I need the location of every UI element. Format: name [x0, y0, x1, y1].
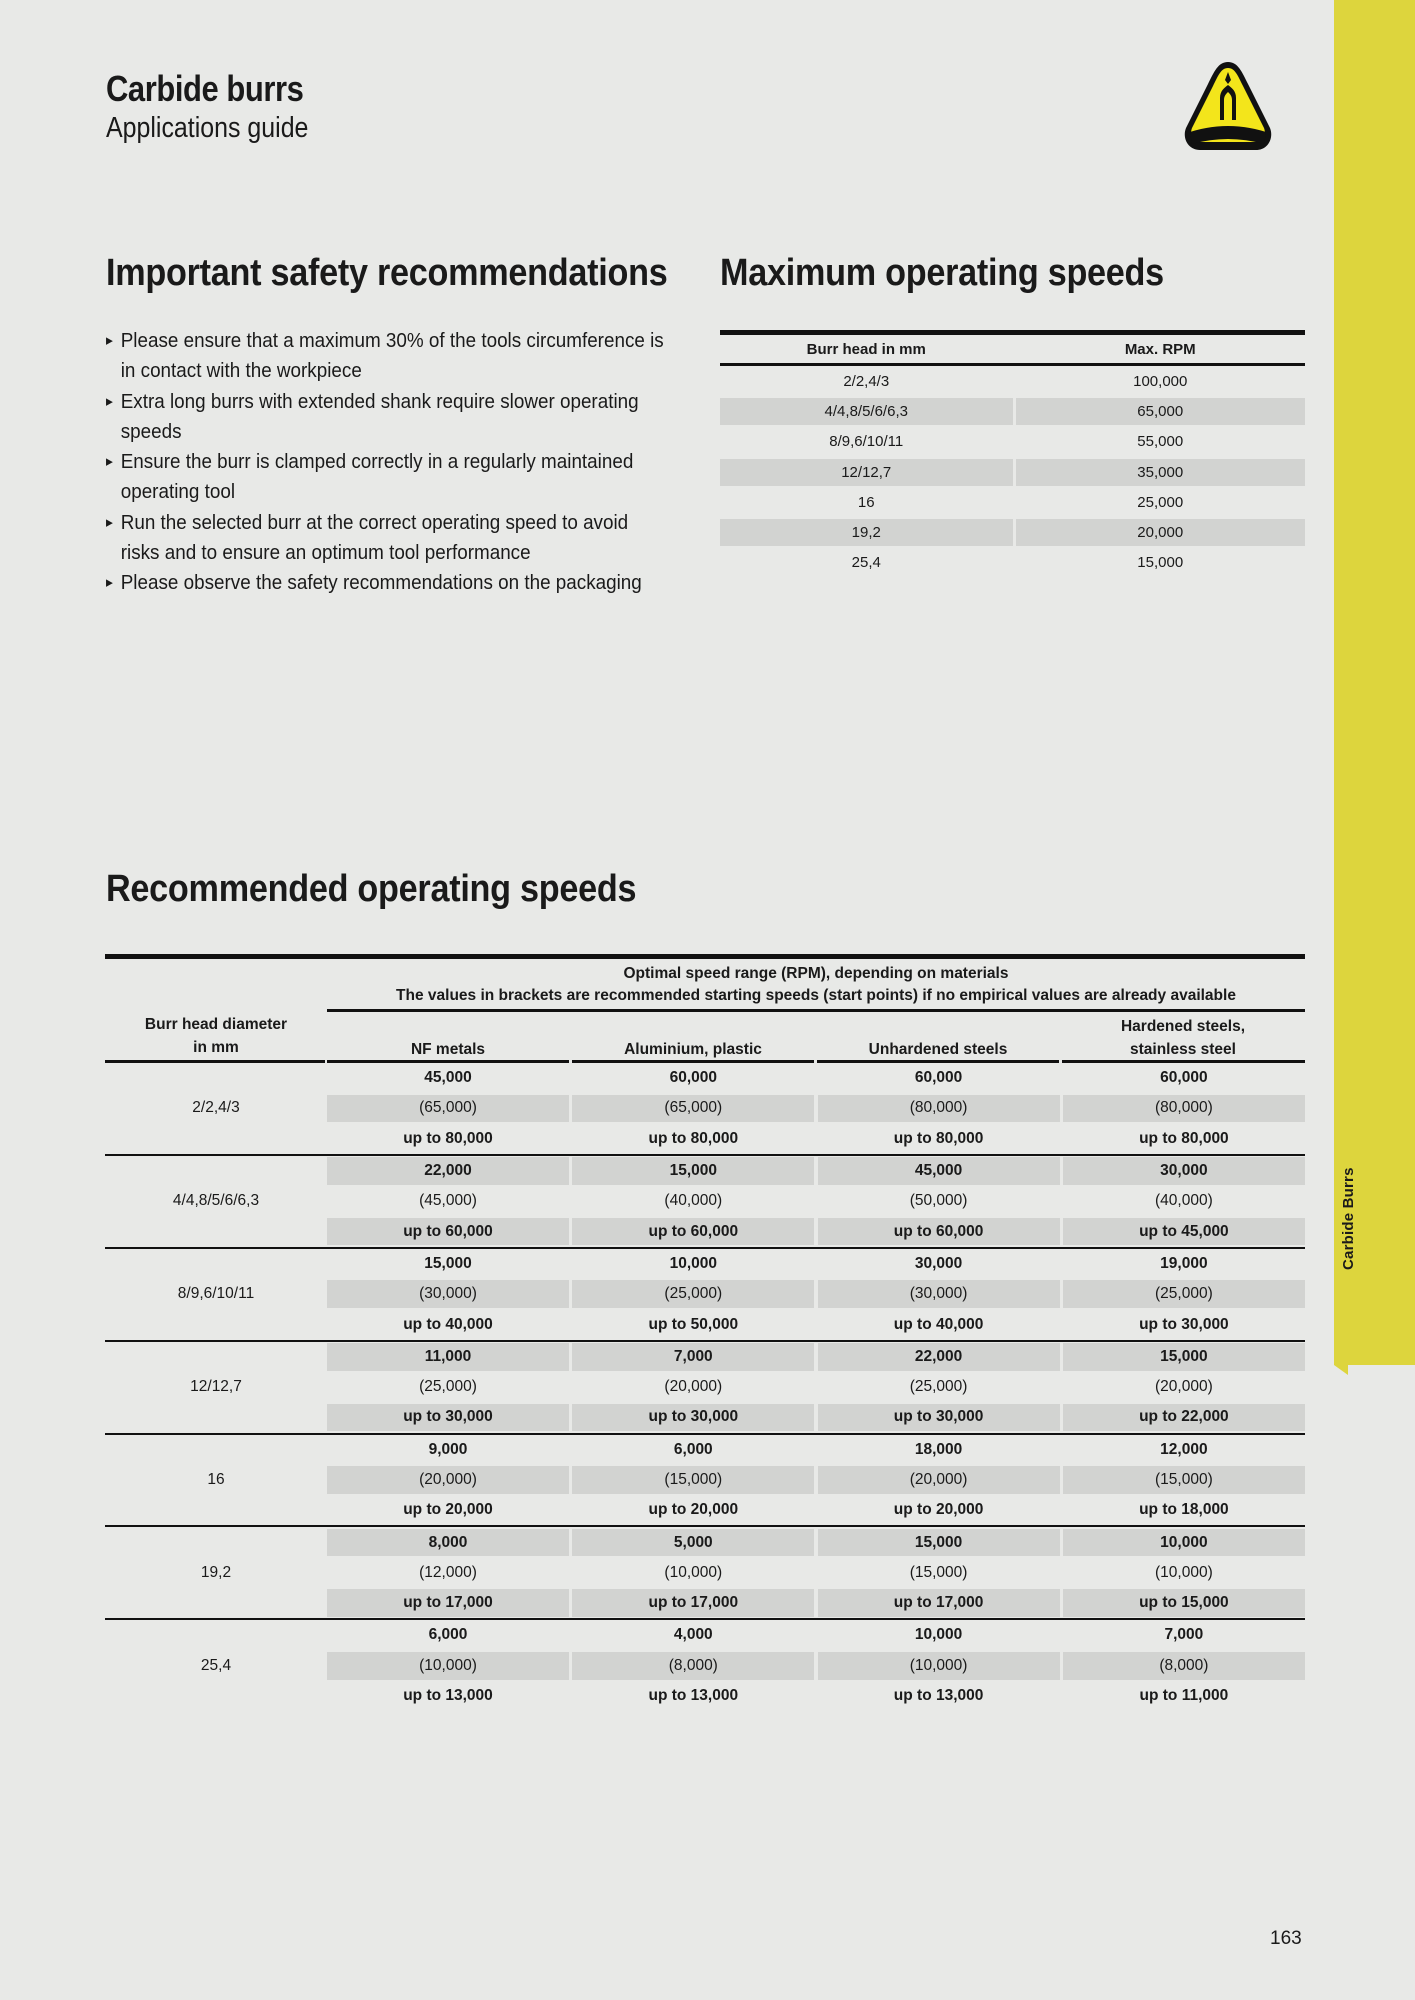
burr-diameter-cell: 12/12,7	[190, 1378, 242, 1396]
safety-title: Important safety recommendations	[106, 252, 668, 294]
table-cell: 6,000	[673, 1440, 713, 1458]
column-header: Aluminium, plastic	[624, 1041, 762, 1058]
table-cell: 8/9,6/10/11	[829, 433, 904, 451]
list-item: ▸ Ensure the burr is clamped correctly in a regularly maintained	[106, 447, 695, 477]
table-cell: 19,2	[720, 519, 1013, 546]
table-row-group	[105, 1154, 1305, 1247]
table-cell: (65,000)	[327, 1095, 569, 1123]
table-cell: (10,000)	[327, 1652, 569, 1680]
burr-head-header: Burr head diameter in mm	[144, 1016, 288, 1056]
table-cell: up to 40,000	[403, 1315, 493, 1333]
table-row	[720, 548, 1305, 578]
table-cell: up to 20,000	[648, 1501, 739, 1519]
max-speeds-title: Maximum operating speeds	[720, 252, 1164, 294]
table-row	[327, 1156, 1305, 1186]
table-row	[327, 1588, 1305, 1618]
list-item: operating tool	[120, 480, 236, 504]
table-cell: 15,000	[424, 1254, 472, 1272]
page-subtitle: Applications guide	[106, 112, 309, 144]
side-tab-label: Carbide Burrs	[1340, 1167, 1357, 1270]
page-title: Carbide burrs	[106, 68, 304, 109]
table-cell: (25,000)	[909, 1378, 968, 1396]
table-row	[327, 1651, 1305, 1681]
list-item: ▸ Please observe the safety recommendations on the packaging	[106, 568, 695, 598]
table-row	[327, 1342, 1305, 1372]
table-row	[327, 1216, 1305, 1246]
table-cell: 60,000	[1160, 1069, 1208, 1087]
table-row	[327, 1465, 1305, 1495]
list-item: ▸ Extra long burrs with extended shank require slower operating	[106, 387, 695, 417]
safety-list	[106, 326, 696, 599]
table-cell: (25,000)	[572, 1280, 814, 1308]
table-row	[327, 1372, 1305, 1402]
table-cell: 16	[857, 493, 875, 511]
table-cell: 60,000	[669, 1069, 717, 1087]
column-header: Hardened steels, stainless steel	[1120, 1018, 1246, 1058]
table-cell: (20,000)	[1155, 1378, 1213, 1396]
table-cell: 5,000	[572, 1529, 814, 1557]
table-cell: up to 20,000	[403, 1501, 493, 1519]
table-cell: 15,000	[818, 1529, 1060, 1557]
table-cell: 25,000	[1137, 493, 1184, 511]
side-tab	[1334, 0, 1415, 1365]
column-header: Unhardened steels	[868, 1041, 1008, 1058]
optimal-range-caption: Optimal speed range (RPM), depending on materials The values in brackets are recommended starting speeds (start points) if no empirical values are already available	[396, 965, 1236, 1004]
table-cell: 60,000	[914, 1069, 963, 1087]
table-cell: up to 13,000	[893, 1687, 984, 1705]
table-cell: up to 30,000	[818, 1404, 1060, 1432]
table-cell: (45,000)	[419, 1192, 477, 1210]
table-cell: (65,000)	[572, 1095, 814, 1123]
table-cell: 12/12,7	[720, 459, 1013, 486]
table-cell: (10,000)	[818, 1652, 1060, 1680]
list-item: in contact with the workpiece	[120, 359, 362, 383]
table-cell: (40,000)	[1155, 1192, 1213, 1210]
table-cell: 45,000	[424, 1069, 472, 1087]
table-cell: (10,000)	[664, 1563, 723, 1581]
table-cell: up to 30,000	[1139, 1315, 1229, 1333]
table-row	[327, 1435, 1305, 1465]
table-header	[105, 959, 1305, 1063]
table-cell: 22,000	[327, 1157, 569, 1185]
table-cell: 7,000	[572, 1343, 814, 1371]
table-row-group	[105, 1340, 1305, 1433]
table-cell: 9,000	[428, 1440, 468, 1458]
list-item: risks and to ensure an optimum tool performance	[120, 541, 531, 565]
table-row	[327, 1620, 1305, 1650]
table-cell: (25,000)	[419, 1378, 477, 1396]
table-cell: 4/4,8/5/6/6,3	[720, 398, 1013, 425]
table-cell: 15,000	[1137, 554, 1184, 572]
list-item: ▸ Please ensure that a maximum 30% of the tools circumference is	[106, 326, 695, 356]
burr-diameter-cell: 2/2,4/3	[192, 1099, 240, 1117]
table-cell: 20,000	[1016, 519, 1306, 546]
column-header: Max. RPM	[1124, 340, 1196, 358]
table-cell: up to 60,000	[327, 1218, 569, 1246]
table-cell: 30,000	[914, 1254, 963, 1272]
table-cell: 10,000	[1063, 1529, 1305, 1557]
table-cell: 22,000	[818, 1343, 1060, 1371]
table-row-group	[105, 1247, 1305, 1340]
table-cell: (8,000)	[1063, 1652, 1305, 1680]
table-row-group	[105, 1063, 1305, 1154]
table-row	[327, 1558, 1305, 1588]
table-header	[720, 335, 1305, 366]
table-cell: 25,4	[851, 554, 881, 572]
table-cell: up to 45,000	[1063, 1218, 1305, 1246]
table-cell: 100,000	[1133, 372, 1188, 390]
table-cell: up to 30,000	[327, 1404, 569, 1432]
table-row	[327, 1402, 1305, 1432]
table-cell: 11,000	[327, 1343, 569, 1371]
column-header: NF metals	[410, 1041, 486, 1058]
table-cell: 15,000	[572, 1157, 814, 1185]
table-cell: (80,000)	[1063, 1095, 1305, 1123]
table-cell: up to 20,000	[893, 1501, 984, 1519]
table-cell: (20,000)	[818, 1466, 1060, 1494]
table-cell: 10,000	[914, 1626, 963, 1644]
table-cell: (25,000)	[1063, 1280, 1305, 1308]
table-cell: up to 13,000	[403, 1687, 493, 1705]
table-row	[327, 1186, 1305, 1216]
table-cell: (12,000)	[419, 1563, 477, 1581]
table-cell: (20,000)	[327, 1466, 569, 1494]
table-cell: 10,000	[669, 1254, 717, 1272]
table-cell: (15,000)	[909, 1563, 968, 1581]
table-cell: up to 30,000	[572, 1404, 814, 1432]
burr-diameter-cell: 8/9,6/10/11	[177, 1285, 255, 1303]
list-item: ▸ Run the selected burr at the correct operating speed to avoid	[106, 508, 695, 538]
table-row	[327, 1495, 1305, 1525]
table-row	[327, 1124, 1305, 1154]
table-row	[327, 1063, 1305, 1093]
table-cell: 12,000	[1160, 1440, 1208, 1458]
table-cell: (80,000)	[818, 1095, 1060, 1123]
table-cell: up to 60,000	[572, 1218, 814, 1246]
table-cell: up to 80,000	[403, 1129, 493, 1147]
table-cell: up to 80,000	[893, 1129, 984, 1147]
table-cell: up to 60,000	[818, 1218, 1060, 1246]
table-cell: 4,000	[673, 1626, 713, 1644]
table-cell: 8,000	[327, 1529, 569, 1557]
table-row-group	[105, 1618, 1305, 1711]
recommended-title: Recommended operating speeds	[106, 868, 637, 910]
table-cell: 6,000	[428, 1626, 468, 1644]
table-cell: (15,000)	[1063, 1466, 1305, 1494]
table-cell: (10,000)	[1155, 1563, 1213, 1581]
recommended-speeds-table	[105, 954, 1305, 1711]
table-row	[720, 366, 1305, 396]
page-number: 163	[1270, 1928, 1302, 1949]
table-row	[720, 427, 1305, 457]
table-row	[327, 1249, 1305, 1279]
table-row	[327, 1093, 1305, 1123]
list-item: speeds	[120, 419, 182, 443]
table-cell: up to 15,000	[1063, 1589, 1305, 1617]
table-cell: up to 80,000	[1139, 1129, 1229, 1147]
column-header: Burr head in mm	[806, 340, 926, 358]
burr-diameter-cell: 25,4	[200, 1656, 232, 1674]
table-row-group	[105, 1525, 1305, 1618]
table-cell: up to 13,000	[648, 1687, 739, 1705]
burr-diameter-cell: 19,2	[200, 1563, 232, 1581]
table-cell: (50,000)	[909, 1192, 968, 1210]
table-cell: 35,000	[1016, 459, 1306, 486]
table-row	[720, 517, 1305, 547]
table-cell: up to 22,000	[1063, 1404, 1305, 1432]
table-row	[327, 1279, 1305, 1309]
table-cell: 55,000	[1137, 433, 1184, 451]
max-speeds-table	[720, 330, 1305, 578]
table-cell: 15,000	[1063, 1343, 1305, 1371]
table-cell: (15,000)	[572, 1466, 814, 1494]
table-cell: 7,000	[1164, 1626, 1204, 1644]
table-cell: 19,000	[1160, 1254, 1208, 1272]
table-cell: (40,000)	[664, 1192, 723, 1210]
table-cell: (30,000)	[327, 1280, 569, 1308]
table-row-group	[105, 1433, 1305, 1526]
table-cell: up to 17,000	[818, 1589, 1060, 1617]
table-row	[720, 457, 1305, 487]
table-cell: up to 50,000	[648, 1315, 739, 1333]
table-cell: up to 18,000	[1139, 1501, 1229, 1519]
table-cell: up to 40,000	[893, 1315, 984, 1333]
table-cell: (20,000)	[664, 1378, 723, 1396]
table-row	[720, 487, 1305, 517]
table-cell: 65,000	[1016, 398, 1306, 425]
klingspor-logo	[1180, 58, 1276, 156]
table-row	[327, 1527, 1305, 1557]
table-cell: up to 17,000	[572, 1589, 814, 1617]
table-cell: 18,000	[914, 1440, 963, 1458]
table-cell: (30,000)	[818, 1280, 1060, 1308]
burr-diameter-cell: 4/4,8/5/6/6,3	[172, 1192, 260, 1210]
table-cell: 30,000	[1063, 1157, 1305, 1185]
table-row	[327, 1309, 1305, 1339]
burr-diameter-cell: 16	[207, 1471, 225, 1488]
table-row	[720, 396, 1305, 426]
table-cell: 45,000	[818, 1157, 1060, 1185]
table-cell: (8,000)	[572, 1652, 814, 1680]
table-cell: up to 17,000	[327, 1589, 569, 1617]
table-cell: up to 11,000	[1139, 1687, 1229, 1705]
table-row	[327, 1681, 1305, 1711]
table-cell: up to 80,000	[648, 1129, 739, 1147]
table-cell: 2/2,4/3	[843, 372, 890, 390]
